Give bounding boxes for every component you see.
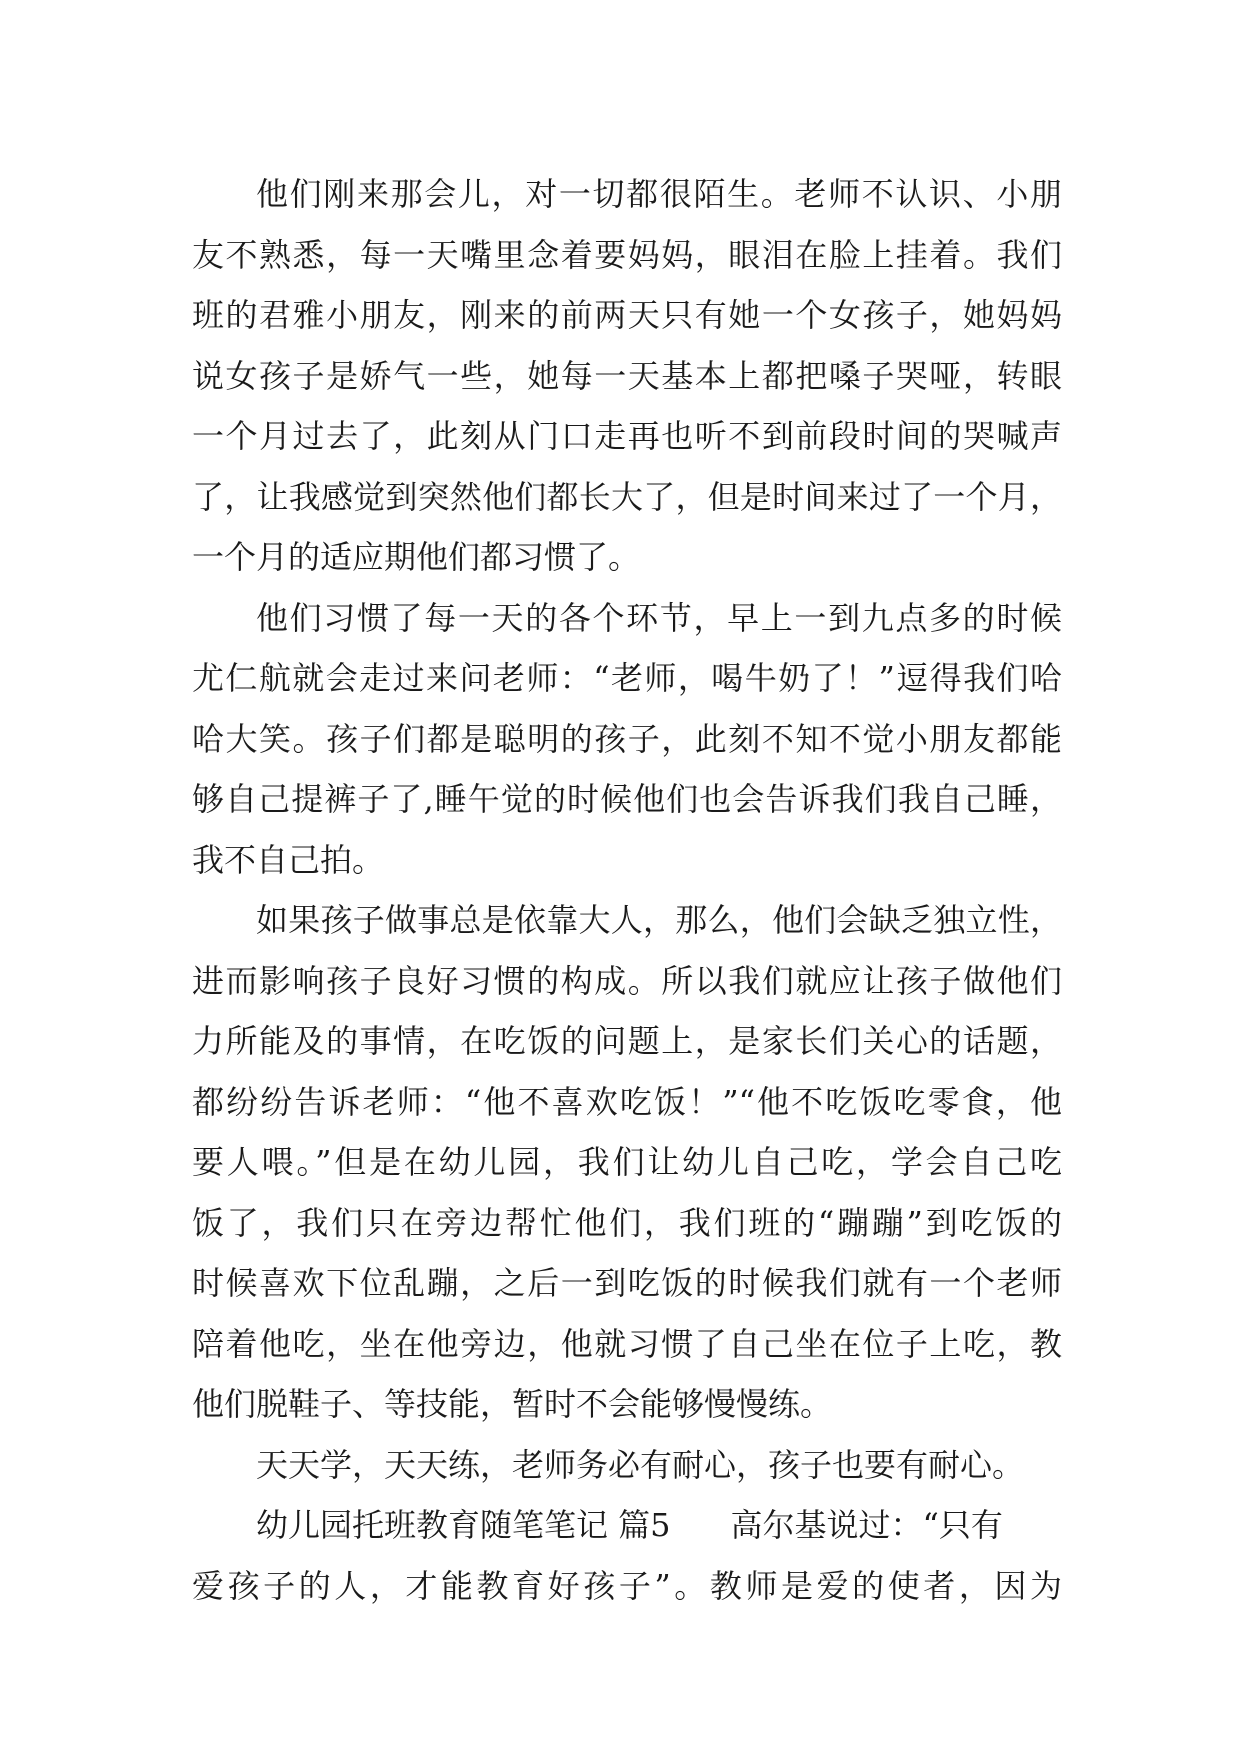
text-line: 班的君雅小朋友，刚来的前两天只有她一个女孩子，她妈妈 xyxy=(192,296,1062,334)
document-body xyxy=(192,164,1062,1616)
paragraph xyxy=(192,1495,1062,1616)
text-line: 了，让我感觉到突然他们都长大了，但是时间来过了一个月， xyxy=(192,477,1062,516)
section-heading: 幼儿园托班教育随笔笔记 篇5 xyxy=(256,1506,671,1544)
text-line: 天天学，天天练，老师务必有耐心，孩子也要有耐心。 xyxy=(256,1445,1025,1484)
text-line: 爱孩子的人，才能教育好孩子”。教师是爱的使者，因为 xyxy=(192,1566,1062,1605)
text-line: 友不熟悉，每一天嘴里念着要妈妈，眼泪在脸上挂着。我们 xyxy=(192,235,1062,274)
text-line: 他们脱鞋子、等技能，暂时不会能够慢慢练。 xyxy=(192,1385,833,1423)
text-line: 时候喜欢下位乱蹦，之后一到吃饭的时候我们就有一个老师 xyxy=(192,1264,1062,1302)
text-line: 尤仁航就会走过来问老师：“老师，喝牛奶了！”逗得我们哈 xyxy=(192,659,1062,697)
text-line: 力所能及的事情，在吃饭的问题上，是家长们关心的话题， xyxy=(192,1022,1062,1060)
text-line xyxy=(192,1495,1062,1556)
text-line: 要人喂。”但是在幼儿园，我们让幼儿自己吃，学会自己吃 xyxy=(192,1143,1062,1181)
text-line: 够自己提裤子了,睡午觉的时候他们也会告诉我们我自己睡， xyxy=(192,780,1062,818)
paragraph xyxy=(192,890,1062,1435)
text-line: 哈大笑。孩子们都是聪明的孩子，此刻不知不觉小朋友都能 xyxy=(192,719,1062,758)
text-line: 一个月的适应期他们都习惯了。 xyxy=(192,538,641,576)
text-line: 说女孩子是娇气一些，她每一天基本上都把嗓子哭哑，转眼 xyxy=(192,356,1062,395)
text-line: 我不自己拍。 xyxy=(192,840,385,879)
text-line: 饭了，我们只在旁边帮忙他们，我们班的“蹦蹦”到吃饭的 xyxy=(192,1203,1062,1242)
paragraph xyxy=(192,164,1062,588)
paragraph xyxy=(192,1435,1062,1496)
text-line: 都纷纷告诉老师：“他不喜欢吃饭！”“他不吃饭吃零食，他 xyxy=(192,1082,1062,1121)
text-line: 陪着他吃，坐在他旁边，他就习惯了自己坐在位子上吃，教 xyxy=(192,1324,1062,1363)
text-line: 他们刚来那会儿，对一切都很陌生。老师不认识、小朋 xyxy=(256,175,1062,213)
text-line: 进而影响孩子良好习惯的构成。所以我们就应让孩子做他们 xyxy=(192,961,1062,1000)
section-heading-tail: 高尔基说过：“只有 xyxy=(730,1506,1003,1544)
text-line: 他们习惯了每一天的各个环节，早上一到九点多的时候 xyxy=(256,598,1062,637)
text-line: 一个月过去了，此刻从门口走再也听不到前段时间的哭喊声 xyxy=(192,417,1062,455)
paragraph xyxy=(192,588,1062,891)
text-line: 如果孩子做事总是依靠大人，那么，他们会缺乏独立性， xyxy=(256,901,1062,939)
